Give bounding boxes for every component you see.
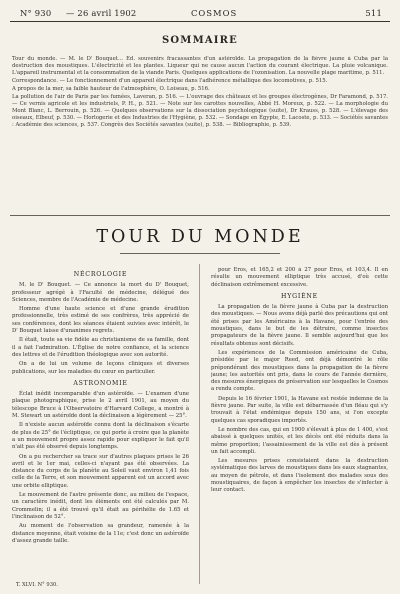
column-divider bbox=[199, 264, 200, 584]
page-header bbox=[8, 6, 392, 20]
header-rule bbox=[10, 21, 390, 22]
journal-name: COSMOS bbox=[191, 8, 238, 18]
article-paragraph: Au moment de l'observation sa grandeur, ramenée à la distance moyenne, était voisine de la 11e; c'est donc un astéroïde d'assez grande taille. bbox=[12, 523, 189, 544]
issue-date: — 26 avril 1902 bbox=[66, 8, 137, 18]
article-paragraph: Il n'existe aucun astéroïde connu dont la déclinaison s'écarte de plus de 25° de l'écliptique, ce qui porte à croire que la planète a un mouvement propre assez rapide pour expliquer le fait qu'il n'ait pas été observé depuis longtemps. bbox=[12, 422, 189, 451]
sommaire-paragraph: Tour du monde. — M. le D' Bouquet... Ed. souvenirs fracassantes d'un astéroïde. La propagation de la fièvre jaune à Cuba par la destruction des moustiques. L'électricité et les plantes. Liqueur qui ne cause aucun l'action du courant électrique. La pluie volcanique. L'appareil instrumental et la consommation de la viande Paris. Quelques applications de l'ozonisation. La nouvelle plage maritime, p. 511. bbox=[12, 56, 388, 77]
article-paragraph: On a pu rechercher sa trace sur d'autres plaques prises le 26 avril et le 1er mai, celles-ci n'ayant pas été observées. La distance du corps de la planète au Soleil vaut environ 1,41 fois celle de la Terre, et son mouvement apparent est un accord avec une orbite elliptique. bbox=[12, 453, 189, 489]
article-paragraph: Homme d'une haute science et d'une grande érudition professionnelle, très estimé de ses confrères, très apprécié de ses conférences, dont les séances étaient suivies avec intérêt, le D' Bouquet laisse d'unanimes regrets. bbox=[12, 306, 189, 335]
article-paragraph: La propagation de la fièvre jaune à Cuba par la destruction des moustiques. — Nous avons déjà parlé des précautions qui ont été prises par les Américains à la Havane, pour l'entrée des moustiques, dans le but de les détruire, comme insectes propagateurs de la fièvre jaune. Il semble aujourd'hui que les résultats obtenus sont décisifs. bbox=[211, 304, 388, 347]
section-heading-astronomie: ASTRONOMIE bbox=[73, 379, 128, 387]
issue-number: N° 930 bbox=[20, 8, 52, 18]
left-column bbox=[12, 267, 189, 579]
article-paragraph: Le nombre des cas, qui en 1900 s'élevait à plus de 1 400, s'est abaissé à quelques unités, et les décès ont été réduits dans la même proportion; l'assainissement de la ville est dès à présent un fait accompli. bbox=[211, 426, 388, 455]
sommaire-paragraph: Correspondance. — Le fonctionnement d'un appareil électrique dans l'adhérence métallique des locomotives, p. 515. bbox=[12, 78, 328, 85]
main-title: TOUR DU MONDE bbox=[96, 227, 304, 247]
article-paragraph: pour Éros, et 165,2 et 200 à 27 pour Éros, et 103,4. Il en résulte un mouvement elliptique très accusé, d'où cette déclinaison extrêmement excessive. bbox=[211, 267, 388, 288]
section-heading-hygiene: HYGIÈNE bbox=[281, 292, 318, 300]
article-paragraph: Le mouvement de l'astre présente donc, au milieu de l'espace, un caractère inédit, dont les éléments ont été calculés par M. Crommelin; il a été trouvé qu'il était au périhélie de 1.65 et l'inclinaison de 52°. bbox=[12, 492, 189, 520]
article-paragraph: Depuis le 16 février 1901, la Havane est restée indemne de la fièvre jaune. Par suite, la ville est débarrassée d'un fléau qui s'y trouvait à l'état endémique depuis 150 ans, si l'on excepte quelques cas sporadiques importés. bbox=[211, 395, 388, 424]
page-footer: T. XLVI. N° 930. bbox=[16, 582, 58, 588]
page-number: 511 bbox=[365, 8, 382, 18]
sommaire-paragraph: La pollution de l'air de Paris par les fumées, Laveran, p. 516. — L'ouvrage des châteaux et les groupes électrogènes, Dr Faramond, p. 517. — Ce vernis agricole et les industriels, P. H., p. 521. — Note sur les carottes nouvelles, Abbé H. Moreux, p. 522. — La morphologie du Mont Blanc, L. Berrouin, p. 526. — Quelques observations sur la dissociation psychologique (suite), Dr Krauss, p. 528. — L'élevage des oiseaux, Elbeuf, p. 530. — Horlogerie et des Industries de l'Hygiène, p. 532. — Sondage en Égypte, E. Lacoste, p. 533. — Sociétés savantes : Académie des sciences, p. 537. Congrès des Sociétés savantes (suite), p. 538. — Bibliographie, p. 539. bbox=[12, 93, 388, 129]
article-paragraph: Les expériences de la Commission américaine de Cuba, présidée par le major Reed, ont déjà démontré le rôle prépondérant des moustiques dans la propagation de la fièvre jaune; les autorités ont pris, dans le cours de l'année dernière, des mesures énergiques de préservation sur lesquelles le Cosmos a rendu compte. bbox=[211, 349, 388, 393]
sommaire-body bbox=[12, 56, 388, 206]
right-column bbox=[211, 267, 388, 579]
section-heading-necrologie: NÉCROLOGIE bbox=[73, 271, 128, 278]
section-divider bbox=[10, 215, 390, 216]
article-paragraph: Éclat inédit incomparable d'un astéroïde. — L'examen d'une plaque photographique, prise le 2 avril 1901, au moyen du télescope Bruce à l'Observatoire d'Harvard College, a montré à M. Stewart un astéroïde dont la déclinaison a légèrement — 25°. bbox=[12, 391, 189, 420]
sommaire-paragraph: A propos de la mer, sa faible hauteur de l'atmosphère, O. Loiseau, p. 516. bbox=[12, 85, 210, 92]
article-paragraph: M. le D' Bouquet. — Ce annonce la mort du D' Bouquet, professeur agrégé à l'Faculté de médecine, délégué des Sciences, membre de l'Académie de médecine. bbox=[12, 282, 189, 303]
article-paragraph: On a de lui un volume de leçons cliniques et diverses publications, sur les maladies du cœur en particulier. bbox=[12, 361, 189, 375]
sommaire-title: SOMMAIRE bbox=[161, 35, 239, 46]
article-paragraph: Les mesures prises consistaient dans la destruction systématique des larves de moustiques dans les eaux stagnantes, au moyen de pétrole, et dans l'isolement des malades sous des moustiquaires, de façon à empêcher les insectes de s'infecter à leur contact. bbox=[211, 458, 388, 494]
title-rule bbox=[120, 253, 280, 254]
article-paragraph: Il était, toute sa vie fidèle au christianisme de sa famille, dont il a fait l'admiration. L'Église de notre confiance, et la science des lettres et de l'érudition théologique avec son autorité. bbox=[12, 337, 189, 358]
